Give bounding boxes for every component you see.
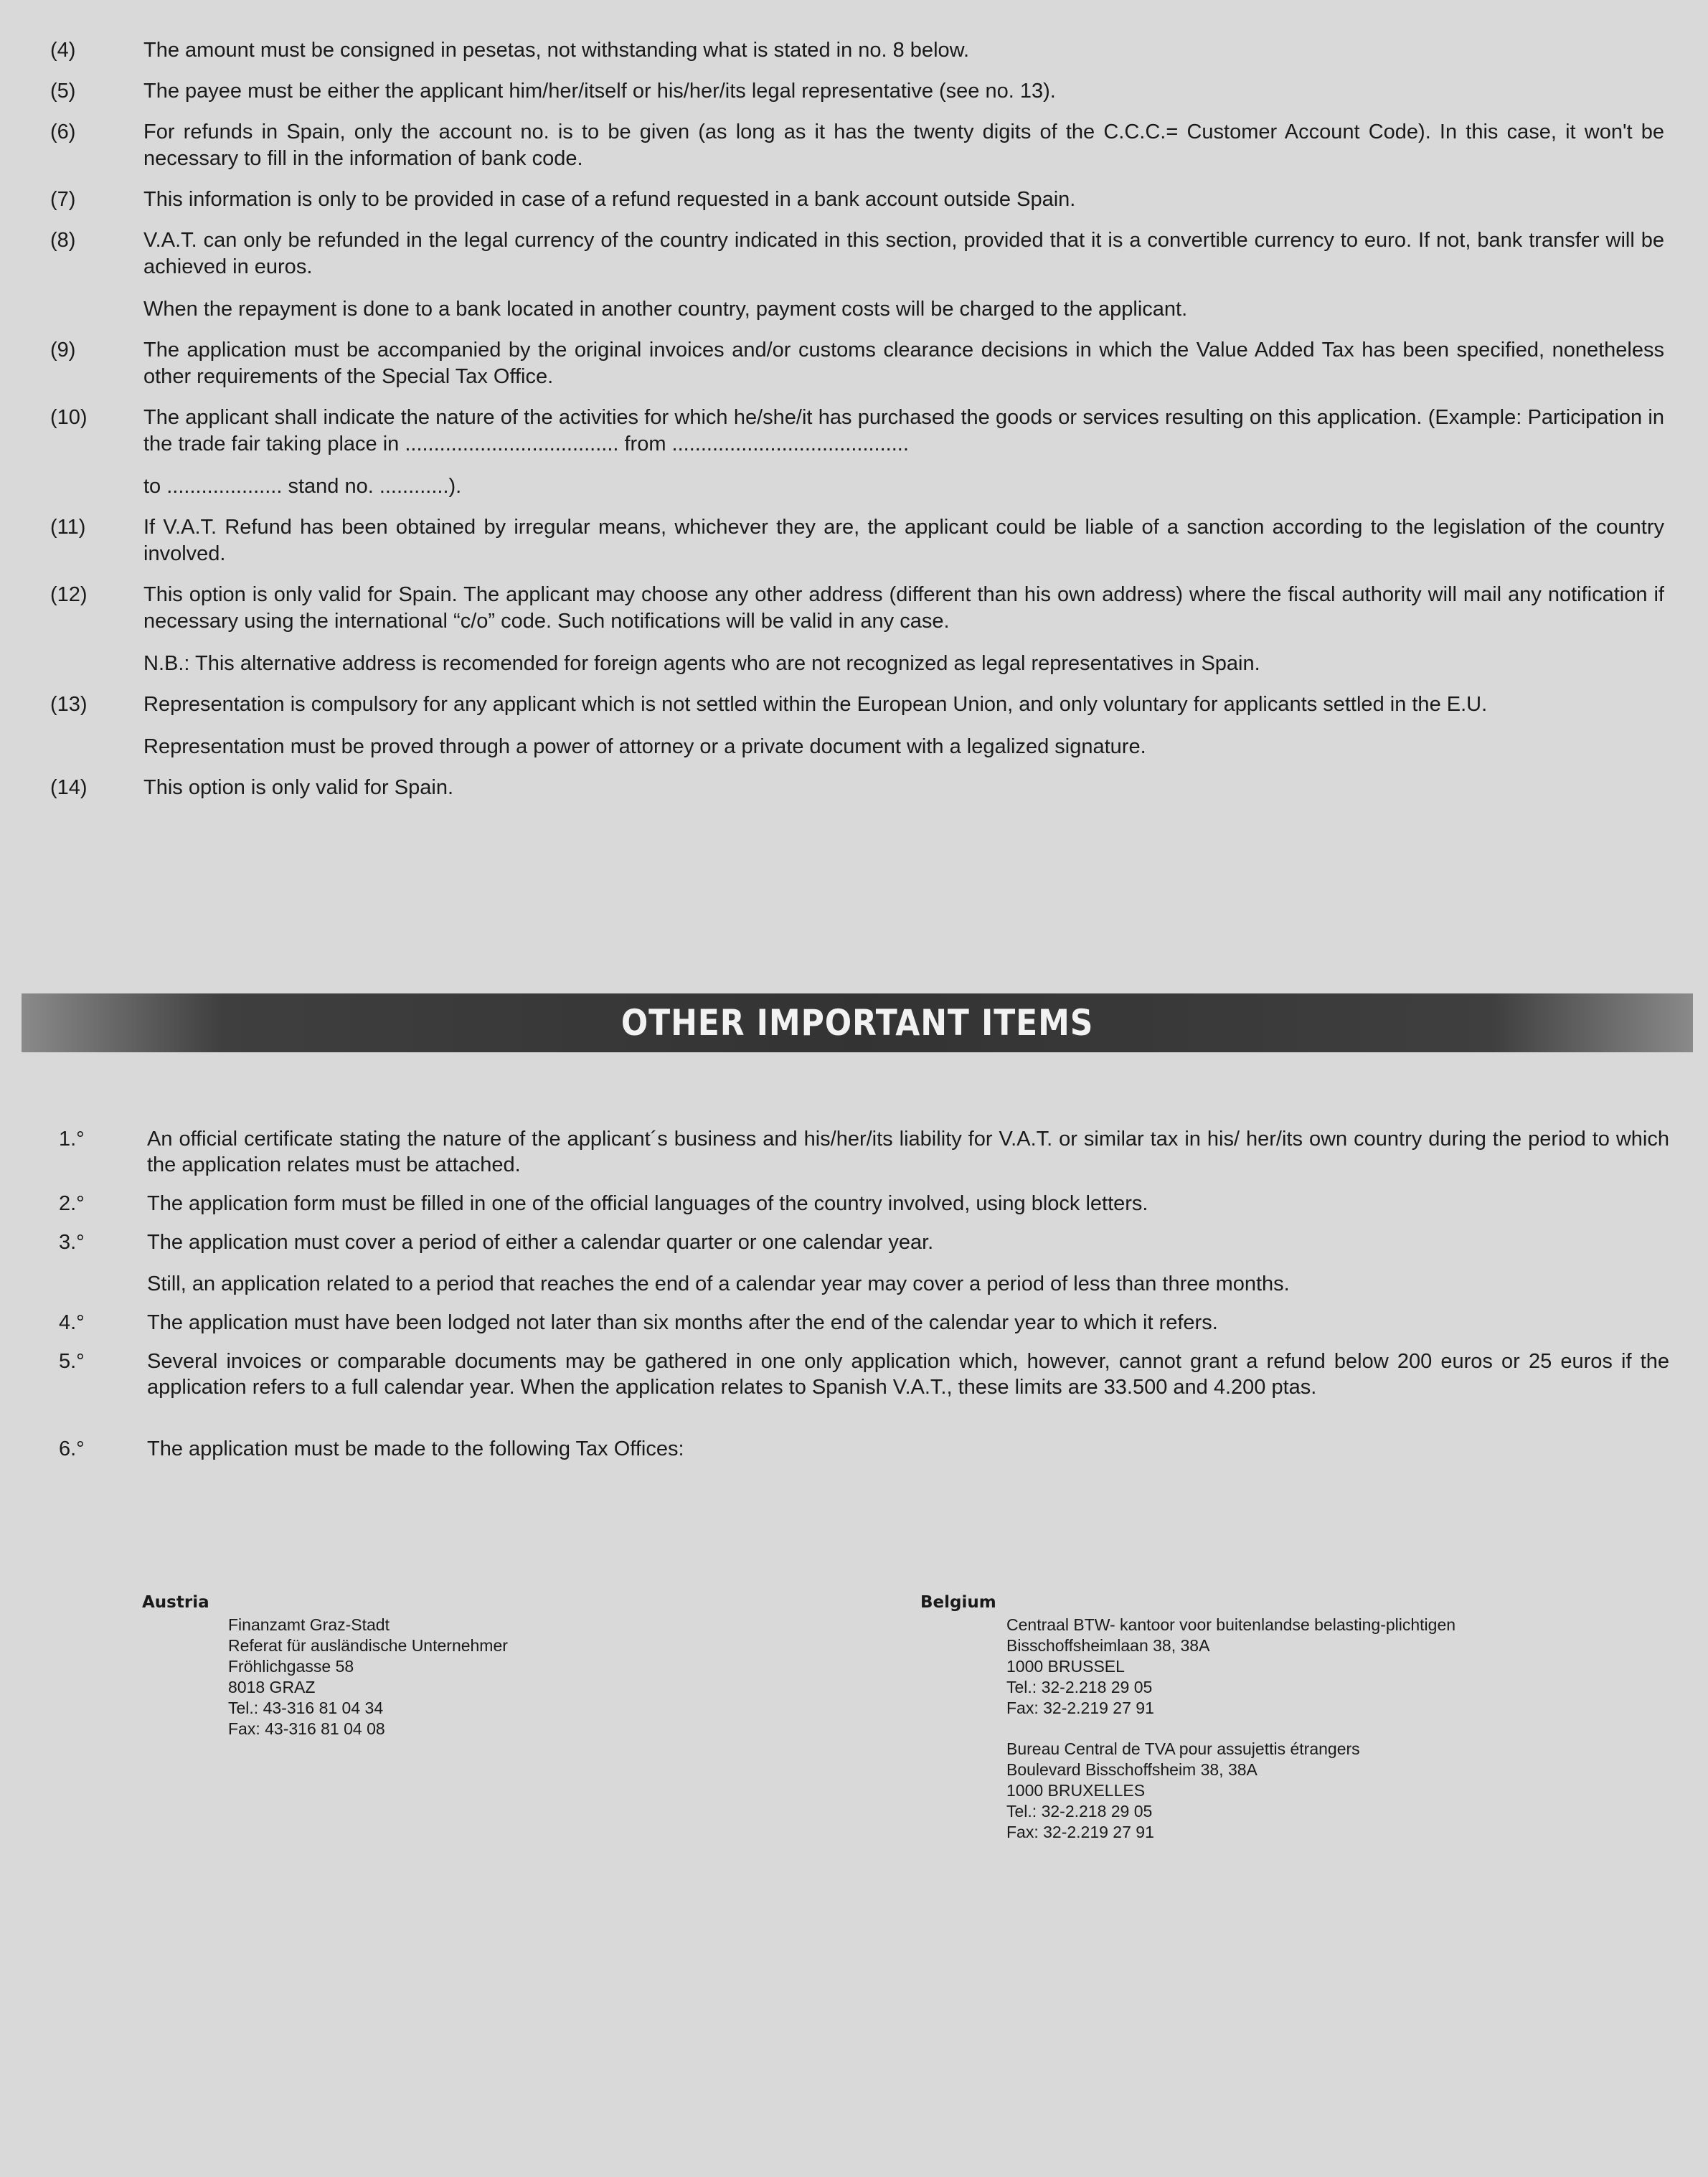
note-number: (13) bbox=[50, 693, 88, 716]
note-item bbox=[50, 691, 1664, 760]
office-line: Bisschoffsheimlaan 38, 38A bbox=[1006, 1636, 1210, 1655]
note-body bbox=[143, 405, 1664, 500]
office-address bbox=[228, 1615, 508, 1739]
note-number: (14) bbox=[50, 776, 88, 799]
note-text: This information is only to be provided in case of a refund requested in a bank account outside Spain. bbox=[143, 188, 1076, 211]
office-line: Bureau Central de TVA pour assujettis étrangers bbox=[1006, 1739, 1360, 1758]
note-number: (8) bbox=[50, 229, 76, 252]
item-body bbox=[147, 1126, 1669, 1178]
item-number: 1.° bbox=[59, 1128, 85, 1151]
country-name: Belgium bbox=[920, 1593, 996, 1612]
note-text: For refunds in Spain, only the account no. is to be given (as long as it has the twenty digits of the C.C.C.= Customer Account Code). In this case, it won't be necessary to fill in the information of bank code. bbox=[143, 121, 1664, 170]
office-phone: Tel.: 32-2.218 29 05 bbox=[1006, 1678, 1153, 1696]
note-text: If V.A.T. Refund has been obtained by irregular means, whichever they are, the applicant could be liable of a sanction according to the legislation of the country involved. bbox=[143, 516, 1664, 565]
office-phone: Tel.: 43-316 81 04 34 bbox=[228, 1699, 384, 1717]
note-text: V.A.T. can only be refunded in the legal currency of the country indicated in this section, provided that it is a convertible currency to euro. If not, bank transfer will be achieved in euros. bbox=[143, 229, 1664, 278]
note-body bbox=[143, 514, 1664, 567]
note-body bbox=[143, 691, 1664, 760]
item-number: 3.° bbox=[59, 1231, 85, 1254]
note-item bbox=[50, 186, 1664, 213]
item-text: The application must cover a period of either a calendar quarter or one calendar year. bbox=[147, 1231, 934, 1254]
item-text: The application must have been lodged not later than six months after the end of the calendar year to which it refers. bbox=[147, 1311, 1218, 1334]
note-number: (9) bbox=[50, 339, 76, 362]
item-entry bbox=[59, 1436, 1669, 1462]
note-text: This option is only valid for Spain. The applicant may choose any other address (different than his own address) where the fiscal authority will mail any notification if necessary using the international “c/o” code. Such notifications will be valid in any case. bbox=[143, 583, 1664, 633]
note-body bbox=[143, 337, 1664, 390]
office-line: Finanzamt Graz-Stadt bbox=[228, 1615, 390, 1634]
note-item bbox=[50, 78, 1664, 105]
note-body bbox=[143, 227, 1664, 323]
country-belgium bbox=[920, 1592, 1455, 1843]
section-title: OTHER IMPORTANT ITEMS bbox=[621, 1002, 1094, 1044]
note-item bbox=[50, 775, 1664, 801]
office-fax: Fax: 43-316 81 04 08 bbox=[228, 1719, 385, 1738]
office-address bbox=[1006, 1739, 1455, 1843]
item-body bbox=[147, 1436, 1669, 1462]
note-number: (7) bbox=[50, 188, 76, 211]
item-text: Still, an application related to a period that reaches the end of a calendar year may cover a period of less than three months. bbox=[147, 1272, 1290, 1295]
office-fax: Fax: 32-2.219 27 91 bbox=[1006, 1823, 1154, 1841]
note-body bbox=[143, 775, 1664, 801]
note-text: The applicant shall indicate the nature of the activities for which he/she/it has purchased the goods or services resulting on this application. (Example: Participation in the trade fair taking place in ..................................... from ......................................... bbox=[143, 406, 1664, 455]
item-text: The application form must be filled in one of the official languages of the country involved, using block letters. bbox=[147, 1192, 1148, 1215]
office-fax: Fax: 32-2.219 27 91 bbox=[1006, 1699, 1154, 1717]
note-text: The amount must be consigned in pesetas, not withstanding what is stated in no. 8 below. bbox=[143, 39, 970, 62]
note-number: (12) bbox=[50, 583, 88, 606]
item-entry bbox=[59, 1349, 1669, 1400]
note-text: N.B.: This alternative address is recomended for foreign agents who are not recognized as legal representatives in Spain. bbox=[143, 652, 1260, 675]
note-text: This option is only valid for Spain. bbox=[143, 776, 453, 799]
note-item bbox=[50, 405, 1664, 500]
item-entry bbox=[59, 1191, 1669, 1217]
note-text: The payee must be either the applicant him/her/itself or his/her/its legal representative (see no. 13). bbox=[143, 80, 1056, 103]
note-text: The application must be accompanied by the original invoices and/or customs clearance decisions in which the Value Added Tax has been specified, nonetheless other requirements of the Special Tax Office. bbox=[143, 339, 1664, 388]
office-line: 1000 BRUXELLES bbox=[1006, 1781, 1146, 1800]
office-line: Fröhlichgasse 58 bbox=[228, 1657, 354, 1676]
notes-list bbox=[50, 37, 1664, 816]
note-text: Representation must be proved through a power of attorney or a private document with a legalized signature. bbox=[143, 735, 1146, 758]
item-body bbox=[147, 1191, 1669, 1217]
note-body bbox=[143, 37, 1664, 64]
item-body bbox=[147, 1349, 1669, 1400]
note-item bbox=[50, 514, 1664, 567]
item-text: The application must be made to the following Tax Offices: bbox=[147, 1437, 684, 1460]
item-text: An official certificate stating the nature of the applicant´s business and his/her/its liability for V.A.T. or similar tax in his/ her/its own country during the period to which the application relates must be attached. bbox=[147, 1128, 1669, 1176]
item-body bbox=[147, 1229, 1669, 1297]
note-text: When the repayment is done to a bank located in another country, payment costs will be charged to the applicant. bbox=[143, 298, 1188, 321]
note-body bbox=[143, 186, 1664, 213]
note-number: (5) bbox=[50, 80, 76, 103]
note-item bbox=[50, 337, 1664, 390]
office-line: Boulevard Bisschoffsheim 38, 38A bbox=[1006, 1760, 1258, 1779]
item-text: Several invoices or comparable documents may be gathered in one only application which, however, cannot grant a refund below 200 euros or 25 euros if the application refers to a full calendar year. When the application relates to Spanish V.A.T., these limits are 33.500 and 4.200 ptas. bbox=[147, 1350, 1669, 1399]
important-items-list bbox=[59, 1126, 1669, 1475]
note-number: (10) bbox=[50, 406, 88, 429]
item-number: 5.° bbox=[59, 1350, 85, 1373]
office-line: 8018 GRAZ bbox=[228, 1678, 316, 1696]
note-item bbox=[50, 227, 1664, 323]
country-name: Austria bbox=[142, 1593, 209, 1612]
note-text: Representation is compulsory for any applicant which is not settled within the European Union, and only voluntary for applicants settled in the E.U. bbox=[143, 693, 1488, 716]
item-entry bbox=[59, 1126, 1669, 1178]
note-item bbox=[50, 582, 1664, 677]
note-number: (4) bbox=[50, 39, 76, 62]
note-item bbox=[50, 119, 1664, 172]
note-body bbox=[143, 119, 1664, 172]
note-number: (11) bbox=[50, 516, 86, 539]
note-body bbox=[143, 78, 1664, 105]
item-body bbox=[147, 1310, 1669, 1336]
note-item bbox=[50, 37, 1664, 64]
note-number: (6) bbox=[50, 121, 76, 143]
section-banner bbox=[22, 993, 1693, 1052]
office-address bbox=[1006, 1615, 1455, 1719]
item-number: 6.° bbox=[59, 1437, 85, 1460]
office-phone: Tel.: 32-2.218 29 05 bbox=[1006, 1802, 1153, 1821]
item-entry bbox=[59, 1229, 1669, 1297]
office-line: Centraal BTW- kantoor voor buitenlandse belasting-plichtigen bbox=[1006, 1615, 1456, 1634]
note-body bbox=[143, 582, 1664, 677]
note-text: to .................... stand no. ............). bbox=[143, 475, 462, 498]
office-line: 1000 BRUSSEL bbox=[1006, 1657, 1125, 1676]
office-line: Referat für ausländische Unternehmer bbox=[228, 1636, 508, 1655]
item-number: 2.° bbox=[59, 1192, 85, 1215]
item-entry bbox=[59, 1310, 1669, 1336]
item-number: 4.° bbox=[59, 1311, 85, 1334]
country-austria bbox=[142, 1592, 508, 1739]
